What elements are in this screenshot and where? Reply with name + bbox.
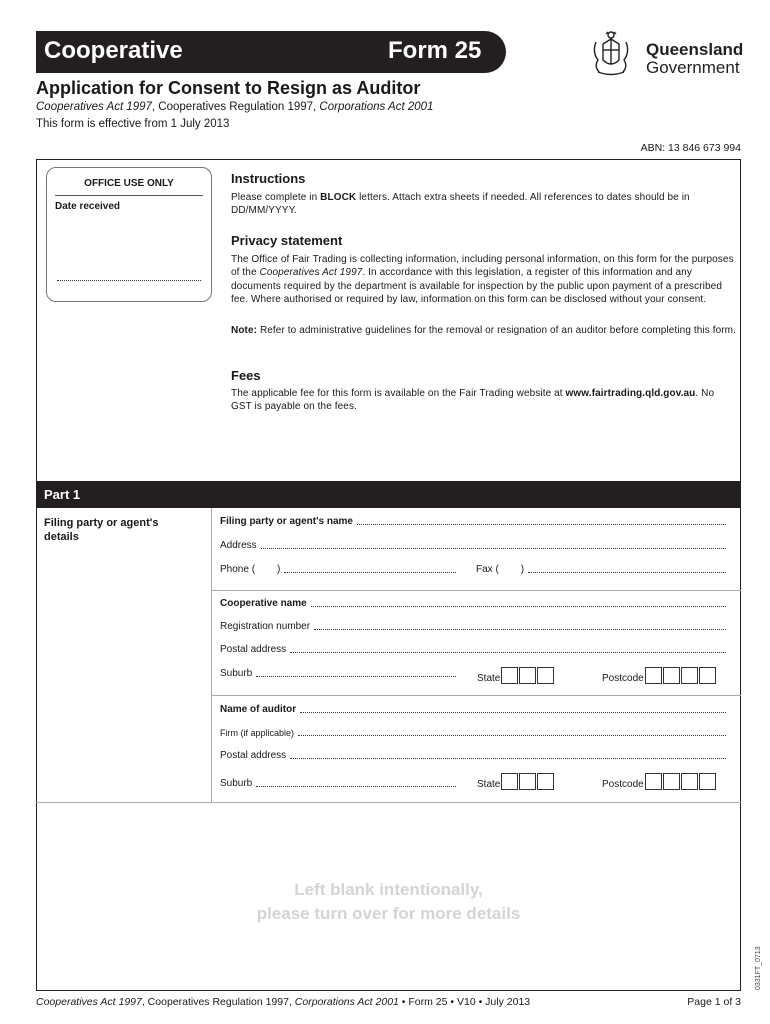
privacy-text-a: The Office of Fair Trading is collecting information, including personal information, on this form for the purposes of the [231, 254, 734, 279]
auditor-postal-field[interactable] [290, 750, 726, 759]
auditor-name-row [220, 704, 726, 715]
auditor-name-field[interactable] [300, 704, 726, 713]
footer-mid: , Cooperatives Regulation 1997, [141, 996, 295, 1008]
filing-party-section-label: Filing party or agent's details [44, 517, 159, 543]
auditor-postcode-row [602, 773, 717, 790]
auditor-postcode-boxes[interactable] [645, 773, 717, 790]
blank-notice-line1: Left blank intentionally, [294, 880, 483, 899]
fees-text-b: . No GST is payable on the fees. [231, 388, 715, 413]
footer-act1: Cooperatives Act 1997 [36, 996, 142, 1008]
form-title: Application for Consent to Resign as Auditor [36, 78, 421, 98]
footer-legislation [36, 996, 530, 1008]
instructions-heading: Instructions [231, 171, 306, 186]
coop-name-row [220, 598, 726, 609]
reg-number-label: Registration number [220, 621, 311, 632]
effective-date: This form is effective from 1 July 2013 [36, 118, 230, 130]
date-received-label: Date received [55, 201, 121, 212]
qld-crest-icon [586, 30, 636, 80]
state-label: State [477, 673, 501, 684]
fees-heading: Fees [231, 368, 261, 383]
postcode-row [602, 667, 717, 684]
auditor-state-row [477, 773, 555, 790]
footer-act2: Corporations Act 2001 [294, 996, 399, 1008]
fees-url-link[interactable]: www.fairtrading.qld.gov.au [565, 388, 696, 399]
office-use-divider [55, 195, 203, 196]
privacy-heading: Privacy statement [231, 233, 343, 248]
office-use-title: OFFICE USE ONLY [84, 178, 174, 189]
qld-government-logo [586, 30, 746, 80]
firm-row [220, 727, 726, 738]
part1-header: Part 1 [36, 481, 741, 508]
instructions-text-a: Please complete in [231, 192, 321, 203]
fax-label: Fax ( [476, 564, 499, 575]
act-corporations: Corporations Act 2001 [319, 101, 434, 113]
phone-field[interactable] [284, 564, 456, 573]
instructions-block: BLOCK [320, 192, 357, 203]
suburb-label: Suburb [220, 668, 253, 679]
suburb-row [220, 668, 456, 679]
address-field[interactable] [261, 540, 726, 549]
page-number: Page 1 of 3 [687, 996, 741, 1008]
abn: ABN: 13 846 673 994 [640, 142, 741, 154]
suburb-field[interactable] [256, 668, 456, 677]
part1-column-divider [211, 508, 212, 802]
firm-label: Firm (if applicable) [220, 728, 295, 738]
filing-name-row [220, 516, 726, 527]
firm-field[interactable] [298, 727, 726, 736]
date-received-field[interactable] [57, 280, 201, 281]
postcode-label: Postcode [602, 673, 644, 684]
filing-name-field[interactable] [357, 516, 726, 525]
blank-notice-line2: please turn over for more details [256, 904, 521, 923]
logo-text-queensland: Queensland [646, 40, 744, 59]
coop-name-field[interactable] [311, 598, 726, 607]
privacy-text-b: . In accordance with this legislation, a register of this information and any documents required by the department is available for inspection by the public upon payment of a prescribed fee. Where authorised or required by law, information on this form can be disclosed without your consent. [231, 267, 722, 305]
reg-number-field[interactable] [314, 621, 726, 630]
auditor-postal-row [220, 750, 726, 761]
auditor-state-label: State [477, 779, 501, 790]
blank-notice [36, 878, 741, 926]
state-boxes[interactable] [501, 667, 555, 684]
instructions-text-b: letters. Attach extra sheets if needed. All references to dates should be in DD/MM/YYYY. [231, 192, 690, 217]
auditor-postal-label: Postal address [220, 750, 287, 761]
privacy-note [231, 324, 736, 337]
reg-number-row [220, 621, 726, 632]
instructions-text [231, 191, 736, 218]
auditor-postcode-label: Postcode [602, 779, 644, 790]
banner-category: Cooperative [44, 37, 183, 64]
banner-form-number: Form 25 [388, 37, 482, 64]
act-cooperatives: Cooperatives Act 1997 [36, 101, 152, 113]
phone-row [220, 564, 456, 575]
footer-rest: • Form 25 • V10 • July 2013 [398, 996, 531, 1008]
fax-field[interactable] [528, 564, 726, 573]
auditor-suburb-label: Suburb [220, 778, 253, 789]
part1-bottom-divider [36, 802, 741, 803]
auditor-state-boxes[interactable] [501, 773, 555, 790]
legislation-line [36, 101, 433, 113]
filing-name-label: Filing party or agent's name [220, 516, 353, 527]
postcode-boxes[interactable] [645, 667, 717, 684]
postal-address-label: Postal address [220, 644, 287, 655]
postal-address-field[interactable] [290, 644, 726, 653]
form-code: 0331FT_0713 [755, 946, 762, 990]
note-text: Refer to administrative guidelines for the removal or resignation of an auditor before completing this form. [257, 325, 736, 336]
act-regulation: , Cooperatives Regulation 1997, [151, 101, 320, 113]
postal-address-row [220, 644, 726, 655]
privacy-text [231, 253, 736, 306]
section-divider [211, 695, 741, 696]
note-label: Note: [231, 325, 258, 336]
form-banner [36, 31, 506, 73]
fees-text [231, 387, 736, 414]
coop-name-label: Cooperative name [220, 598, 307, 609]
fax-row [476, 564, 726, 575]
auditor-suburb-row [220, 778, 456, 789]
auditor-name-label: Name of auditor [220, 704, 297, 715]
fees-text-a: The applicable fee for this form is available on the Fair Trading website at [231, 388, 566, 399]
office-use-box [46, 167, 212, 302]
address-row [220, 540, 726, 551]
privacy-act: Cooperatives Act 1997 [259, 267, 363, 279]
logo-text-government: Government [646, 58, 740, 77]
phone-close: ) [277, 564, 281, 575]
auditor-suburb-field[interactable] [256, 778, 456, 787]
fax-close: ) [520, 564, 525, 575]
address-label: Address [220, 540, 257, 551]
state-row [477, 667, 555, 684]
section-divider [211, 590, 741, 591]
phone-label: Phone ( [220, 564, 256, 575]
